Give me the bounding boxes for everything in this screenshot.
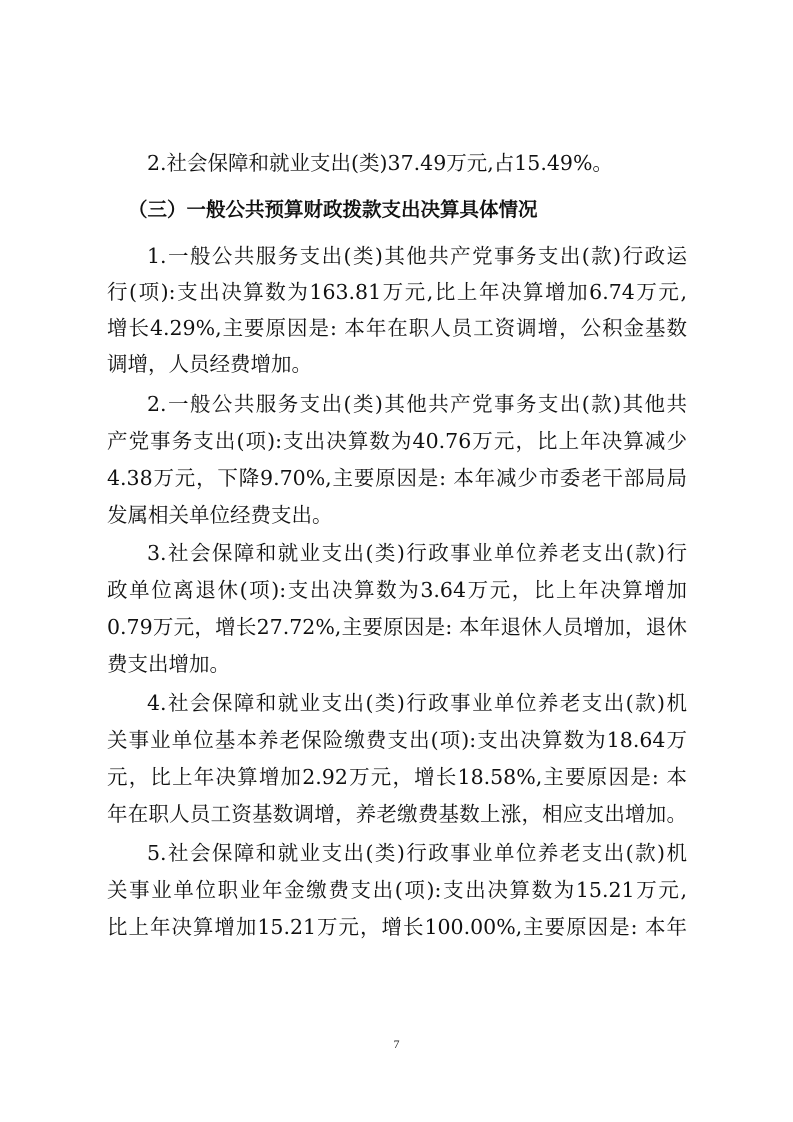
text-line-content: 0.79万元，增长27.72%,主要原因是: 本年退休人员增加，退休: [107, 615, 687, 639]
text-line: [0, 495, 793, 535]
text-line: [0, 794, 793, 834]
text-line-content: 4.社会保障和就业支出(类)行政事业单位养老支出(款)机: [147, 691, 687, 715]
text-line: [0, 570, 793, 610]
page-number: 7: [393, 1037, 400, 1051]
paragraph-social-security-total: [0, 143, 793, 183]
text-line: [0, 458, 793, 498]
text-line: [0, 644, 793, 684]
text-line-content: 行(项):支出决算数为163.81万元,比上年决算增加6.74万元,: [107, 280, 687, 304]
text-line-content: 1.一般公共服务支出(类)其他共产党事务支出(款)行政运: [147, 244, 687, 268]
text-line: [0, 344, 793, 384]
text-line: [0, 384, 793, 424]
text-line-content: 元，比上年决算增加2.92万元，增长18.58%,主要原因是: 本: [107, 765, 687, 789]
text-line: [0, 683, 793, 723]
text-line-content: 增长4.29%,主要原因是: 本年在职人员工资调增，公积金基数: [107, 316, 687, 340]
text-line: [0, 308, 793, 348]
text-line-content: 4.38万元，下降9.70%,主要原因是: 本年减少市委老干部局局: [107, 466, 687, 490]
text-line: [0, 720, 793, 760]
text-line: [0, 757, 793, 797]
text-line-content: 费支出增加。: [107, 652, 230, 676]
section-heading-text: （三）一般公共预算财政拨款支出决算具体情况: [128, 198, 538, 221]
text-line-content: 比上年决算增加15.21万元，增长100.00%,主要原因是: 本年: [107, 915, 687, 939]
text-line: [0, 236, 793, 276]
text-line-content: 关事业单位基本养老保险缴费支出(项):支出决算数为18.64万: [107, 728, 687, 752]
text-line-content: 调增，人员经费增加。: [107, 352, 312, 376]
text-line: [0, 833, 793, 873]
text-line: [0, 272, 793, 312]
text-line: [0, 907, 793, 947]
text-line-content: 3.社会保障和就业支出(类)行政事业单位养老支出(款)行: [147, 541, 687, 565]
text-line: [0, 421, 793, 461]
text-line-content: 发属相关单位经费支出。: [107, 503, 333, 527]
text-line: [0, 533, 793, 573]
text-line-content: 产党事务支出(项):支出决算数为40.76万元，比上年决算减少: [107, 429, 687, 453]
text-line: [0, 607, 793, 647]
text-line-content: 关事业单位职业年金缴费支出(项):支出决算数为15.21万元,: [107, 878, 687, 902]
text-line-content: 年在职人员工资基数调增，养老缴费基数上涨，相应支出增加。: [107, 802, 687, 826]
text-line: [0, 870, 793, 910]
section-heading: [0, 190, 793, 230]
text-line: 2.社会保障和就业支出(类)37.49万元,占15.49%。: [147, 151, 613, 175]
text-line-content: 2.一般公共服务支出(类)其他共产党事务支出(款)其他共: [147, 392, 687, 416]
text-line-content: 5.社会保障和就业支出(类)行政事业单位养老支出(款)机: [147, 841, 687, 865]
text-line-content: 政单位离退休(项):支出决算数为3.64万元，比上年决算增加: [107, 578, 687, 602]
